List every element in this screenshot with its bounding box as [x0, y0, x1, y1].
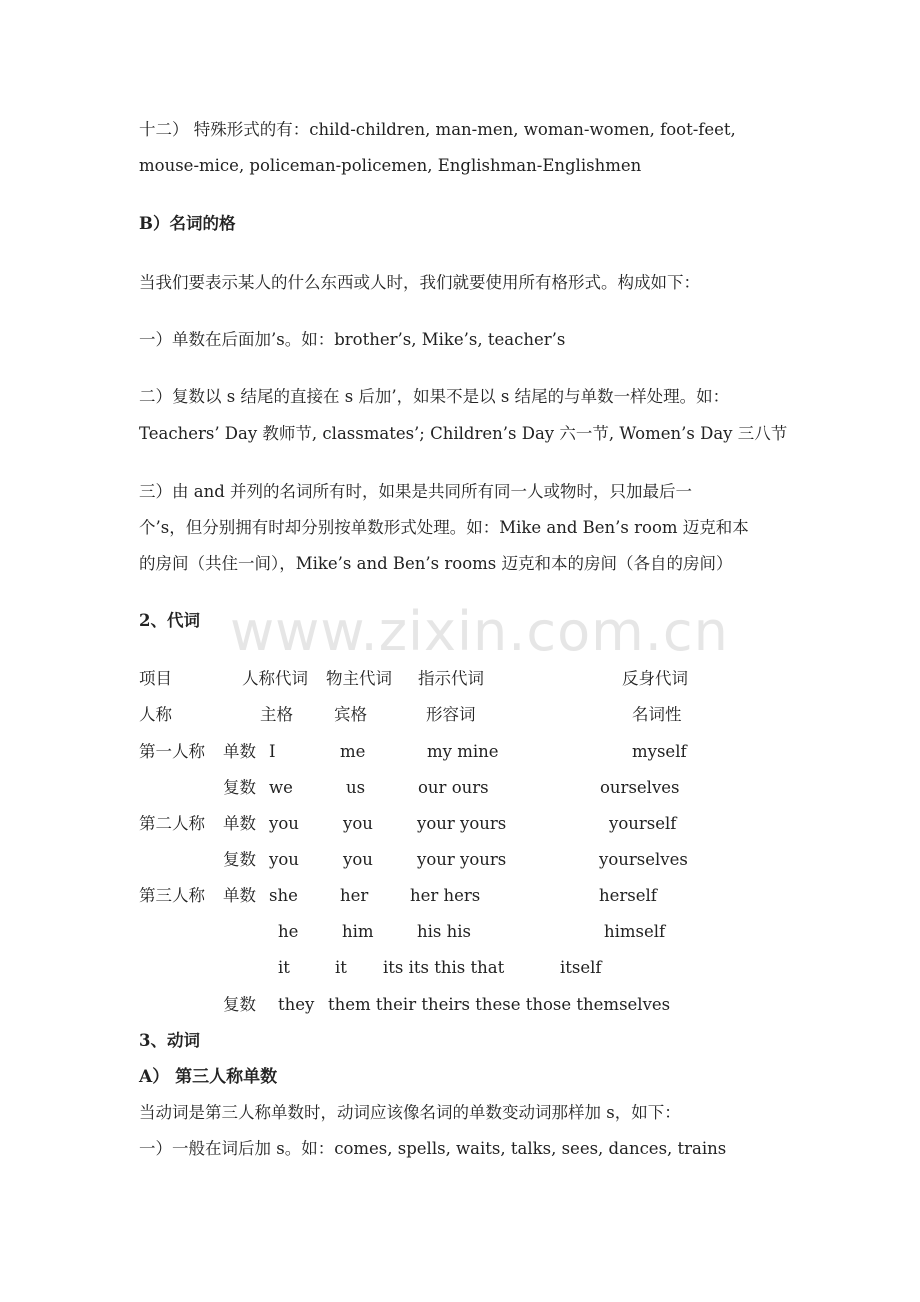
table-cell-possessive: my mine [427, 742, 499, 761]
table-header-possessive: 物主代词 [326, 669, 392, 688]
table-cell-reflexive: myself [632, 742, 687, 761]
table-header-personal: 人称代词 [242, 669, 308, 688]
section-heading-third-person-singular: A） 第三人称单数 [139, 1067, 278, 1087]
table-cell-remaining-forms: them their theirs these those themselves [328, 995, 671, 1014]
table-cell-nominative: you [269, 814, 299, 833]
table-cell-objective: it [335, 958, 347, 977]
section-heading-noun-case: B）名词的格 [139, 214, 236, 233]
paragraph-and-rule: 三）由 and 并列的名词所有时，如果是共同所有同一人或物时，只加最后一 [139, 482, 693, 501]
table-header-demonstrative: 指示代词 [418, 669, 484, 688]
table-cell-reflexive: yourselves [599, 850, 688, 869]
table-cell-possessive: your yours [417, 814, 507, 833]
table-cell-reflexive: ourselves [600, 778, 680, 797]
table-cell-reflexive: yourself [609, 814, 677, 833]
table-cell-nominative: you [269, 850, 299, 869]
table-subheader-objective: 宾格 [334, 705, 367, 724]
table-cell-number: 复数 [223, 995, 256, 1014]
table-cell-possessive: our ours [418, 778, 489, 797]
table-cell-number: 单数 [223, 886, 256, 905]
table-cell-nominative: he [278, 922, 299, 941]
table-cell-objective: him [342, 922, 374, 941]
table-cell-possessive: her hers [410, 886, 481, 905]
table-cell-number: 单数 [223, 742, 256, 761]
table-cell-possessive: your yours [417, 850, 507, 869]
paragraph-add-s-rule: 一）一般在词后加 s。如：comes, spells, waits, talks, sees, dances, trains [139, 1139, 727, 1158]
table-cell-objective: me [340, 742, 366, 761]
table-cell-number: 复数 [223, 850, 256, 869]
table-cell-reflexive: herself [599, 886, 657, 905]
paragraph-singular-rule: 一）单数在后面加’s。如：brother’s, Mike’s, teacher’s [139, 330, 566, 349]
paragraph-third-person-intro: 当动词是第三人称单数时，动词应该像名词的单数变动词那样加 s，如下： [139, 1103, 681, 1122]
table-cell-person: 第一人称 [139, 742, 205, 761]
text-line-special-plurals-cont: mouse-mice, policeman-policemen, Englishman-Englishmen [139, 156, 642, 175]
table-cell-possessive: his his [417, 922, 471, 941]
table-cell-nominative: they [278, 995, 315, 1014]
paragraph-plural-examples: Teachers’ Day 教师节, classmates’; Children’s Day 六一节, Women’s Day 三八节 [139, 424, 788, 443]
watermark: www.zixin.com.cn [230, 600, 729, 663]
table-header-item: 项目 [139, 669, 172, 688]
table-header-reflexive: 反身代词 [622, 669, 688, 688]
table-subheader-person: 人称 [139, 705, 172, 724]
table-cell-nominative: she [269, 886, 298, 905]
table-cell-possessive: its its this that [383, 958, 505, 977]
table-cell-nominative: we [269, 778, 293, 797]
table-subheader-nominative: 主格 [260, 705, 293, 724]
table-cell-nominative: it [278, 958, 290, 977]
table-cell-objective: us [346, 778, 366, 797]
paragraph-plural-rule: 二）复数以 s 结尾的直接在 s 后加’，如果不是以 s 结尾的与单数一样处理。如： [139, 387, 730, 406]
table-subheader-nominal: 名词性 [632, 705, 682, 724]
paragraph-and-rule-cont: 个’s，但分别拥有时却分别按单数形式处理。如：Mike and Ben’s room 迈克和本 [139, 518, 749, 537]
table-subheader-adjective: 形容词 [426, 705, 476, 724]
table-cell-reflexive: itself [560, 958, 602, 977]
paragraph-possessive-intro: 当我们要表示某人的什么东西或人时，我们就要使用所有格形式。构成如下： [139, 273, 700, 292]
table-cell-nominative: I [269, 742, 276, 761]
paragraph-and-rule-end: 的房间（共住一间），Mike’s and Ben’s rooms 迈克和本的房间（各自的房间） [139, 554, 733, 573]
table-cell-number: 单数 [223, 814, 256, 833]
table-cell-objective: you [343, 814, 373, 833]
table-cell-person: 第二人称 [139, 814, 205, 833]
table-cell-person: 第三人称 [139, 886, 205, 905]
section-heading-pronouns: 2、代词 [139, 611, 200, 630]
table-cell-reflexive: himself [604, 922, 666, 941]
text-line-special-plurals: 十二） 特殊形式的有：child-children, man-men, woman-women, foot-feet, [139, 120, 736, 139]
table-cell-number: 复数 [223, 778, 256, 797]
table-cell-objective: her [340, 886, 369, 905]
table-cell-objective: you [343, 850, 373, 869]
section-heading-verbs: 3、动词 [139, 1031, 200, 1050]
